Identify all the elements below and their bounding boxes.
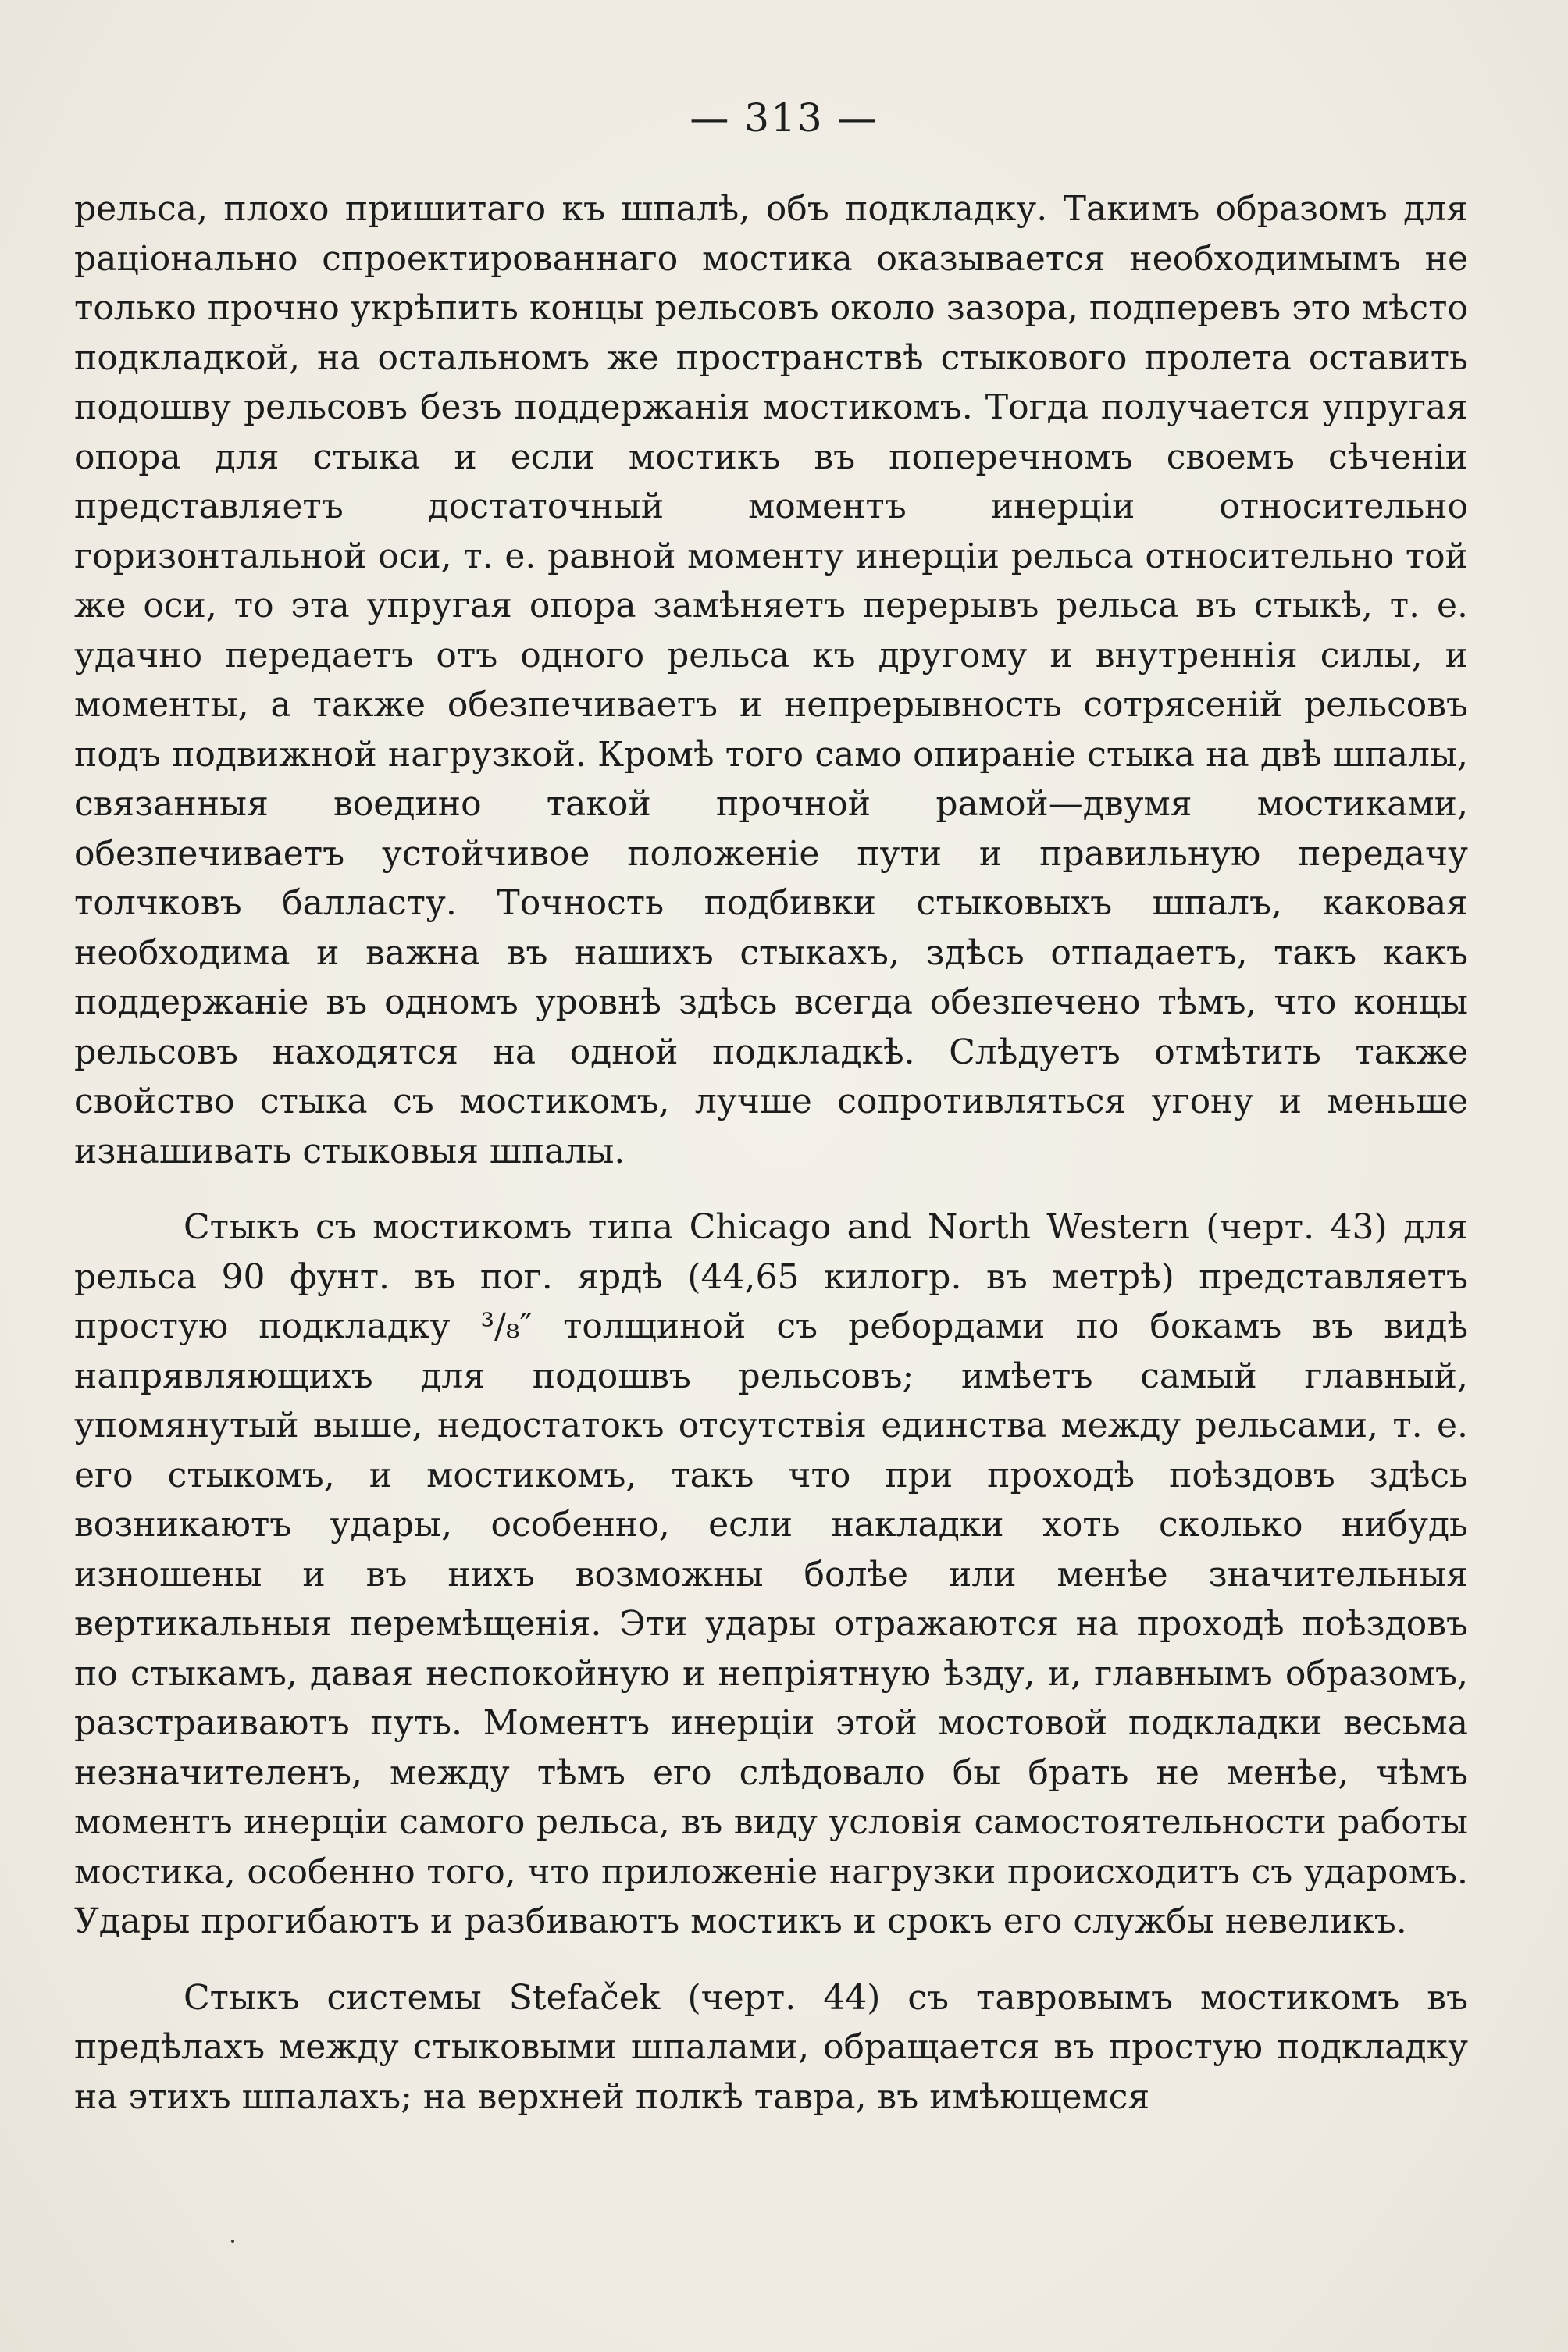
- paragraph-chicago-joint: Стыкъ съ мостикомъ типа Chicago and North Western (черт. 43) для рельса 90 фунт. въ пог. ярдѣ (44,65 килогр. въ метрѣ) представляетъ простую подкладку ³/₈″ толщиной съ ребордами по бокамъ въ видѣ напрявляющихъ для подошвъ рельсовъ; имѣетъ самый главный, упомянутый выше, недостатокъ отсутствія единства между рельсами, т. е. его стыкомъ, и мостикомъ, такъ что при проходѣ поѣздовъ здѣсь возникаютъ удары, особенно, если накладки хоть сколько нибудь изношены и въ нихъ возможны болѣе или менѣе значительныя вертикальныя перемѣщенія. Эти удары отражаются на проходѣ поѣздовъ по стыкамъ, давая неспокойную и непріятную ѣзду, и, главнымъ образомъ, разстраиваютъ путь. Моментъ инерціи этой мостовой подкладки весьма незначителенъ, между тѣмъ его слѣдовало бы брать не менѣе, чѣмъ моментъ инерціи самого рельса, въ виду условія самостоятельности работы мостика, особенно того, что приложеніе нагрузки происходитъ съ ударомъ. Удары прогибаютъ и разбиваютъ мостикъ и срокъ его службы невеликъ.: [74, 1207, 1468, 1941]
- ink-speck: [231, 2240, 234, 2243]
- paragraph-continued: рельса, плохо пришитаго къ шпалѣ, объ подкладку. Такимъ образомъ для раціонально спроектированнаго мостика оказывается необходимымъ не только прочно укрѣпить концы рельсовъ около зазора, подперевъ это мѣсто подкладкой, на остальномъ же пространствѣ стыкового пролета оставить подошву рельсовъ безъ поддержанія мостикомъ. Тогда получается упругая опора для стыка и если мостикъ въ поперечномъ своемъ сѣченіи представляетъ достаточный моментъ инерціи относительно горизонтальной оси, т. е. равной моменту инерціи рельса относительно той же оси, то эта упругая опора замѣняетъ перерывъ рельса въ стыкѣ, т. е. удачно передаетъ отъ одного рельса къ другому и внутреннія силы, и моменты, а также обезпечиваетъ и непрерывность сотрясеній рельсовъ подъ подвижной нагрузкой. Кромѣ того само опираніе стыка на двѣ шпалы, связанныя воедино такой прочной рамой—двумя мостиками, обезпечиваетъ устойчивое положеніе пути и правильную передачу толчковъ балласту. Точность подбивки стыковыхъ шпалъ, каковая необходима и важна въ нашихъ стыкахъ, здѣсь отпадаетъ, такъ какъ поддержаніе въ одномъ уровнѣ здѣсь всегда обезпечено тѣмъ, что концы рельсовъ находятся на одной подкладкѣ. Слѣдуетъ отмѣтить также свойство стыка съ мостикомъ, лучше сопротивляться угону и меньше изнашивать стыковыя шпалы.: [74, 189, 1468, 1171]
- paragraph-stefacek-joint: Стыкъ системы Stefaček (черт. 44) съ тавровымъ мостикомъ въ предѣлахъ между стыковыми шпалами, обращается въ простую подкладку на этихъ шпалахъ; на верхней полкѣ тавра, въ имѣющемся: [74, 1977, 1468, 2117]
- body-text: [74, 184, 1468, 2122]
- page-number: — 313 —: [690, 95, 878, 141]
